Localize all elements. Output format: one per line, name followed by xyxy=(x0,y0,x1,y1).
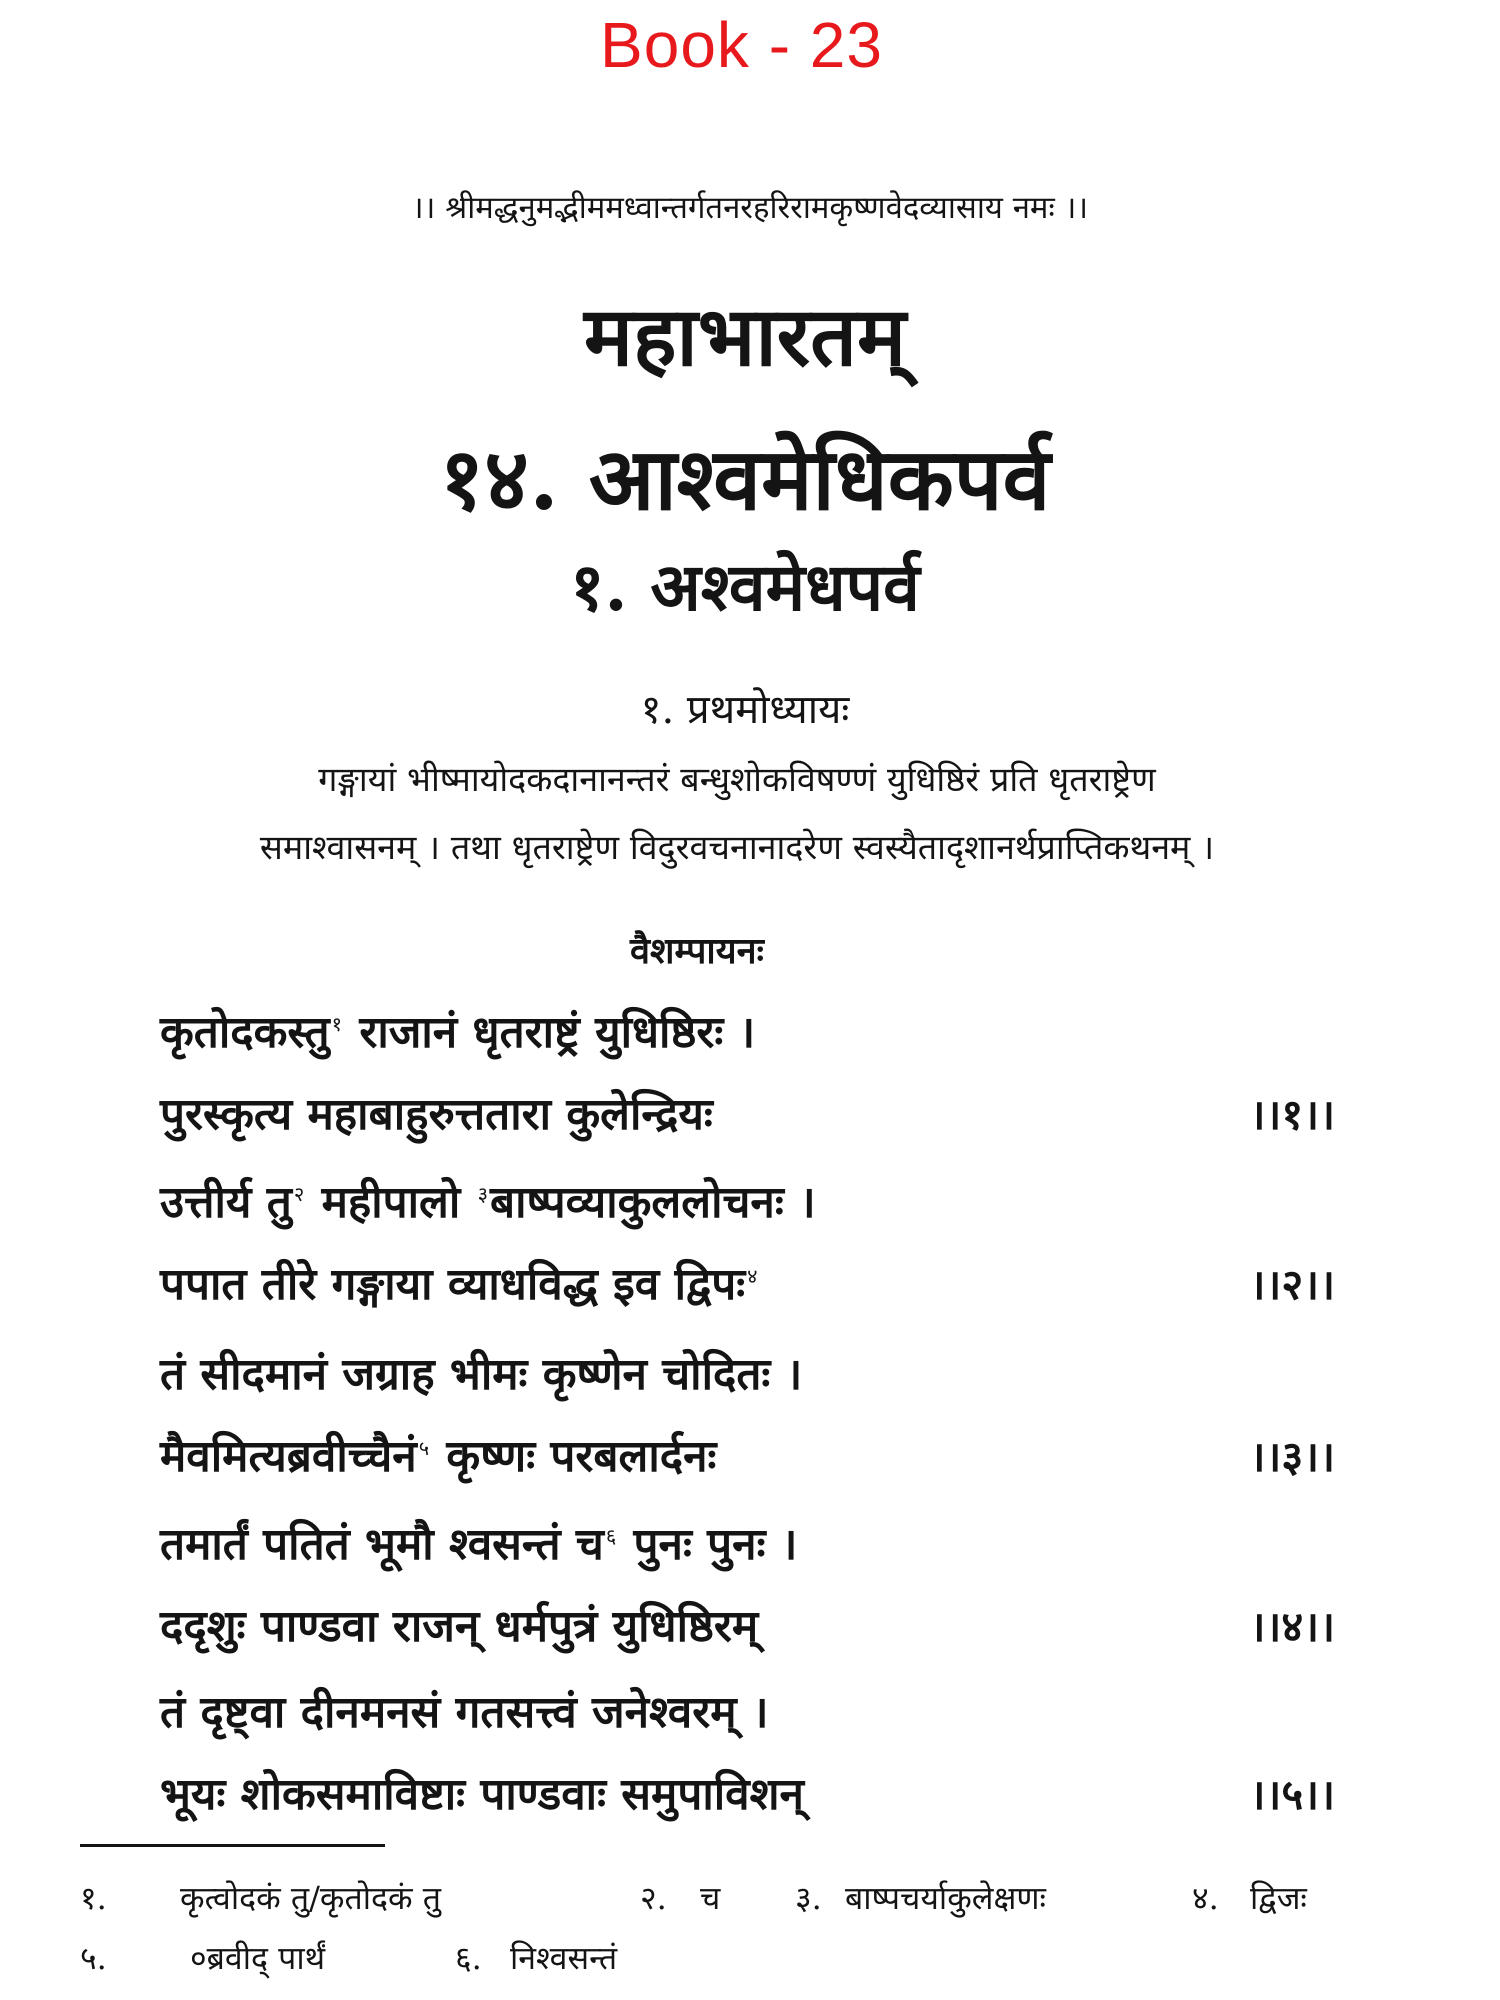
footnote-text: निश्वसन्तं xyxy=(510,1939,618,1977)
footnote-number: ४. xyxy=(1192,1879,1219,1917)
verse-line: पुरस्कृत्य महाबाहुरुत्ततारा कुलेन्द्रियः xyxy=(160,1089,713,1140)
footnote-text: द्विजः xyxy=(1250,1879,1307,1917)
verse-number: ।।२।। xyxy=(1249,1260,1335,1309)
verse-line: तमार्तं पतितं भूमौ श्वसन्तं च $^६$ पुनः पुनः । xyxy=(160,1519,798,1570)
invocation-line: ।। श्रीमद्धनुमद्भीममध्वान्तर्गतनरहरिरामकृष्णवेदव्यासाय नमः ।। xyxy=(411,190,1089,226)
verse-number: ।।४।। xyxy=(1249,1602,1335,1651)
footnote-marker: ६ xyxy=(605,1524,617,1549)
footnote-number: १. xyxy=(80,1879,107,1917)
footnote-number: २. xyxy=(640,1879,667,1917)
verse-line: ददृशुः पाण्डवा राजन् धर्मपुत्रं युधिष्ठिरम् xyxy=(160,1601,759,1652)
footnote-marker: २ xyxy=(293,1182,305,1207)
verse-line: कृतोदकस्तु $^१$ राजानं धृतराष्ट्रं युधिष्ठिरः । xyxy=(160,1007,756,1058)
footnote-marker: ५ xyxy=(418,1436,430,1461)
verse-number: ।।३।। xyxy=(1249,1432,1335,1481)
footnote-number: ३. xyxy=(795,1879,822,1917)
chapter-summary-line: गङ्गायां भीष्मायोदकदानानन्तरं बन्धुशोकविषण्णं युधिष्ठिरं प्रति धृतराष्ट्रेण xyxy=(318,760,1156,800)
footnote-marker: ४ xyxy=(747,1264,758,1289)
footnote-divider xyxy=(80,1844,385,1847)
footnote-text: बाष्पचर्याकुलेक्षणः xyxy=(845,1879,1047,1917)
verse-line: तं सीदमानं जग्राह भीमः कृष्णेन चोदितः । xyxy=(160,1349,803,1400)
subparva-title: १. अश्वमेधपर्व xyxy=(570,548,920,626)
chapter-summary-line: समाश्वासनम् । तथा धृतराष्ट्रेण विदुरवचनानादरेण स्वस्यैतादृशानर्थप्राप्तिकथनम् । xyxy=(259,828,1215,868)
verse-line: भूयः शोकसमाविष्टाः पाण्डवाः समुपाविशन् xyxy=(160,1769,804,1820)
verse-line: पपात तीरे गङ्गाया व्याधविद्ध इव द्विपः $^४$ xyxy=(160,1259,758,1310)
footnote-number: ६. xyxy=(455,1939,482,1977)
footnote-text: ०ब्रवीद् पार्थं xyxy=(190,1939,326,1977)
book-label: Book - 23 xyxy=(600,9,883,81)
footnote-number: ५. xyxy=(80,1939,107,1977)
verse-line: मैवमित्यब्रवीच्चैनं $^५$ कृष्णः परबलार्दनः xyxy=(160,1431,717,1482)
verse-line: तं दृष्ट्वा दीनमनसं गतसत्त्वं जनेश्वरम् । xyxy=(160,1687,769,1738)
verse-number: ।।१।। xyxy=(1249,1090,1335,1139)
main-title: महाभारतम् xyxy=(583,289,906,385)
footnote-text: कृत्वोदकं तु/कृतोदकं तु xyxy=(180,1879,441,1917)
footnote-marker: ३ xyxy=(477,1182,488,1207)
speaker-name: वैशम्पायनः xyxy=(630,930,764,972)
chapter-title: १. प्रथमोध्यायः xyxy=(640,687,850,733)
footnote-text: च xyxy=(700,1879,721,1917)
footnote-marker: १ xyxy=(331,1012,343,1037)
parva-title: १४. आश्वमेधिकपर्व xyxy=(439,429,1051,530)
verse-number: ।।५।। xyxy=(1249,1770,1335,1819)
verse-line: उत्तीर्य तु $^२$ महीपालो $^३$बाष्पव्याकुललोचनः । xyxy=(160,1177,816,1228)
